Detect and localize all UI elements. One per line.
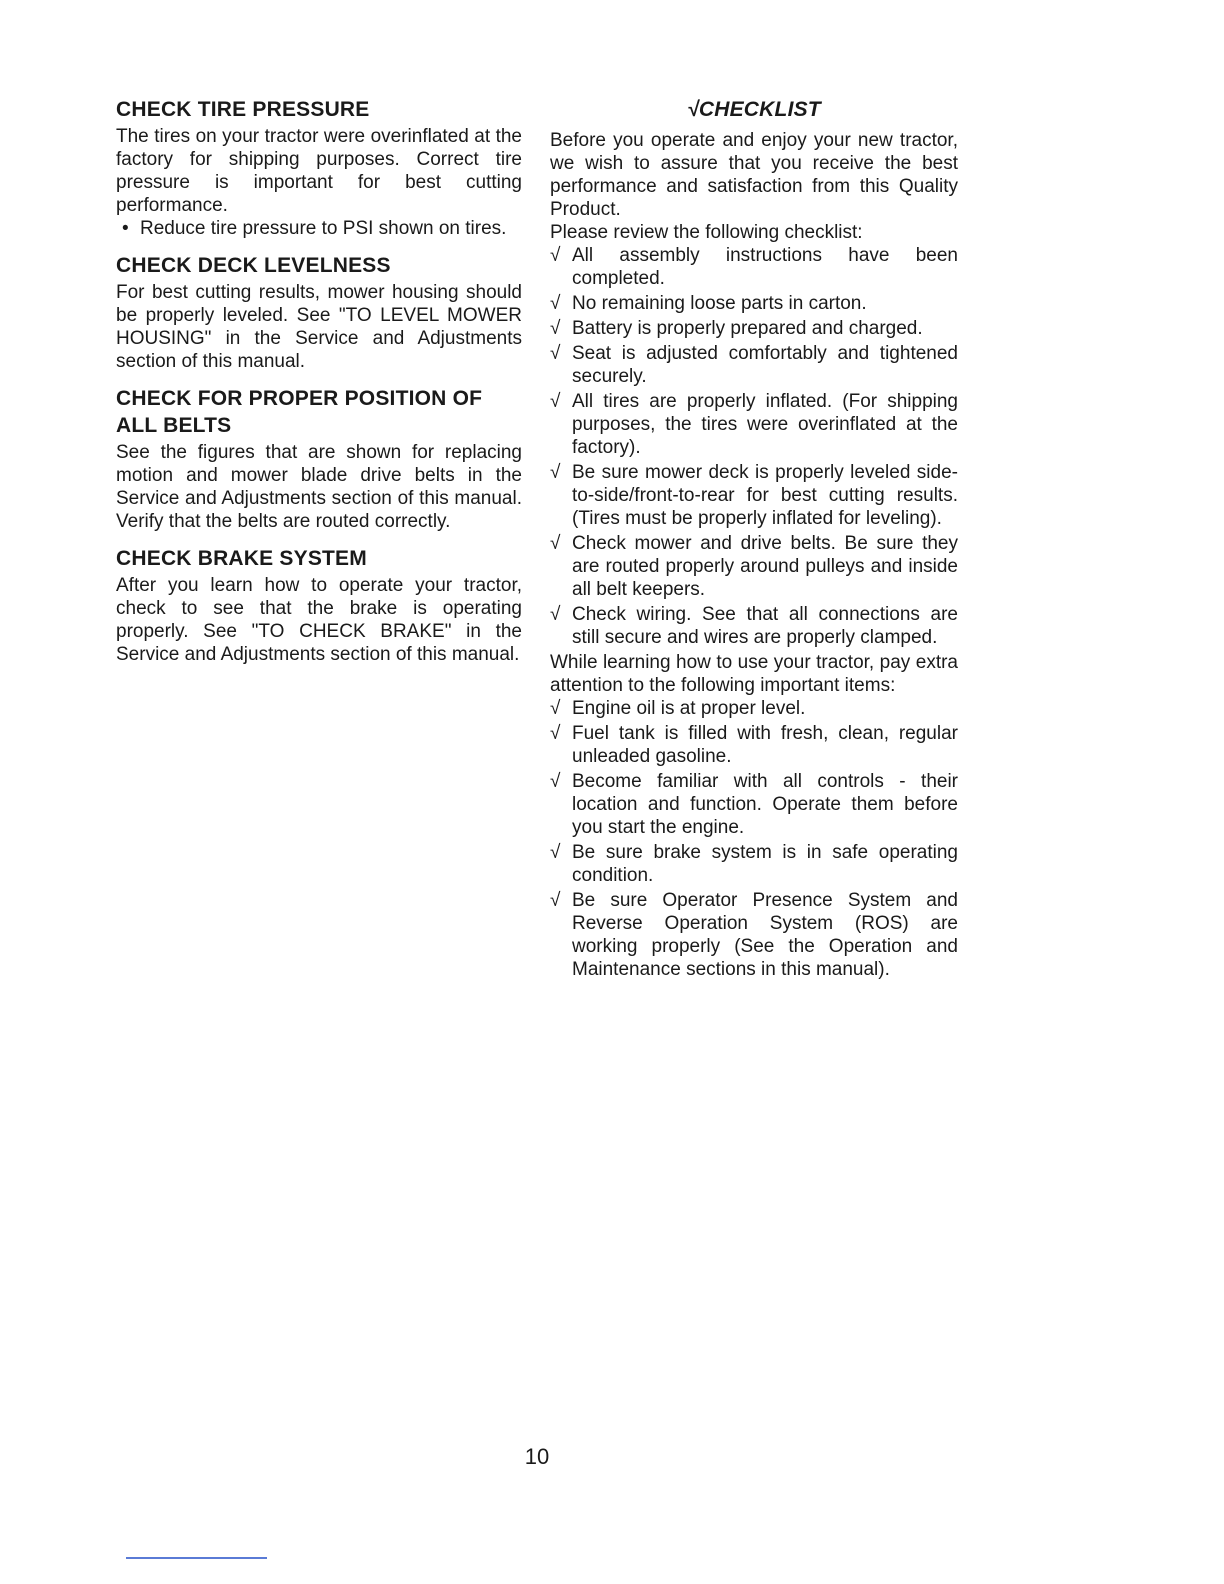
checklist-item-text: Check wiring. See that all connections are still secure and wires are properly clamped. — [572, 604, 958, 648]
important-item-text: Be sure Operator Presence System and Reverse Operation System (ROS) are working properly (See the Operation and Maintenance sections in this manual). — [572, 890, 958, 980]
left-column — [116, 96, 522, 678]
checklist-item-text: Battery is properly prepared and charged. — [572, 318, 923, 339]
important-item-text: Be sure brake system is in safe operating condition. — [572, 842, 958, 886]
important-item — [550, 697, 958, 720]
important-item — [550, 770, 958, 839]
checklist-item-text: All assembly instructions have been completed. — [572, 245, 958, 289]
bullet-icon: • — [122, 218, 129, 239]
checkmark-icon: √ — [550, 698, 561, 719]
tire-pressure-bullet-text: Reduce tire pressure to PSI shown on tires. — [140, 218, 507, 239]
checklist-intro: Before you operate and enjoy your new tractor, we wish to assure that you receive the best performance and satisfaction from this Quality Product. — [550, 130, 958, 220]
deck-levelness-body: For best cutting results, mower housing should be properly leveled. See "TO LEVEL MOWER HOUSING" in the Service and Adjustments section of this manual. — [116, 282, 522, 372]
brake-section — [116, 545, 522, 666]
checkmark-icon: √ — [550, 771, 561, 792]
tire-pressure-bullet — [116, 217, 522, 240]
deck-levelness-section — [116, 252, 522, 373]
checklist-item — [550, 317, 958, 340]
checkmark-icon: √ — [550, 343, 561, 364]
checklist-list — [550, 244, 958, 649]
tire-pressure-body: The tires on your tractor were overinflated at the factory for shipping purposes. Correct tire pressure is important for best cutting performance. — [116, 126, 522, 216]
checkmark-icon: √ — [550, 842, 561, 863]
important-item — [550, 841, 958, 887]
checkmark-icon: √ — [550, 533, 561, 554]
checklist-item — [550, 342, 958, 388]
checklist-item-text: Seat is adjusted comfortably and tightened securely. — [572, 343, 958, 387]
checkmark-icon: √ — [550, 723, 561, 744]
checklist-review-text: Please review the following checklist: — [550, 222, 863, 243]
deck-levelness-heading: CHECK DECK LEVELNESS — [116, 254, 391, 277]
important-item — [550, 889, 958, 981]
checklist-item — [550, 532, 958, 601]
checkmark-icon: √ — [550, 604, 561, 625]
checkmark-icon: √ — [550, 391, 561, 412]
belts-heading: CHECK FOR PROPER POSITION OF ALL BELTS — [116, 387, 483, 437]
checklist-item-text: All tires are properly inflated. (For shipping purposes, the tires were overinflated at the factory). — [572, 391, 958, 458]
bottom-rule — [126, 1557, 267, 1559]
belts-body: See the figures that are shown for replacing motion and mower blade drive belts in the Service and Adjustments section of this manual. Verify that the belts are routed correctly. — [116, 442, 522, 532]
tire-pressure-heading: CHECK TIRE PRESSURE — [116, 98, 370, 121]
page-number: 10 — [524, 1444, 550, 1469]
checklist-item — [550, 292, 958, 315]
important-item-text: Become familiar with all controls - their location and function. Operate them before you start the engine. — [572, 771, 958, 838]
checkmark-icon: √ — [550, 245, 561, 266]
right-column — [550, 96, 958, 983]
brake-body: After you learn how to operate your tractor, check to see that the brake is operating properly. See "TO CHECK BRAKE" in the Service and Adjustments section of this manual. — [116, 575, 522, 665]
important-item-text: Engine oil is at proper level. — [572, 698, 806, 719]
checkmark-icon: √ — [550, 318, 561, 339]
checkmark-icon: √ — [550, 890, 561, 911]
checklist-item — [550, 461, 958, 530]
checkmark-icon: √ — [550, 293, 561, 314]
belts-section — [116, 385, 522, 533]
checklist-item — [550, 603, 958, 649]
checklist-item — [550, 390, 958, 459]
checklist-item — [550, 244, 958, 290]
brake-heading: CHECK BRAKE SYSTEM — [116, 547, 367, 570]
important-items-list — [550, 697, 958, 981]
checklist-item-text: Be sure mower deck is properly leveled side-to-side/front-to-rear for best cutting results. (Tires must be properly inflated for leveling). — [572, 462, 958, 529]
learning-text: While learning how to use your tractor, pay extra attention to the following important items: — [550, 652, 958, 696]
checkmark-icon: √ — [550, 462, 561, 483]
checklist-item-text: No remaining loose parts in carton. — [572, 293, 867, 314]
checklist-heading: √CHECKLIST — [687, 98, 821, 121]
checklist-item-text: Check mower and drive belts. Be sure they are routed properly around pulleys and inside all belt keepers. — [572, 533, 958, 600]
tire-pressure-section — [116, 96, 522, 240]
important-item — [550, 722, 958, 768]
important-item-text: Fuel tank is filled with fresh, clean, regular unleaded gasoline. — [572, 723, 958, 767]
